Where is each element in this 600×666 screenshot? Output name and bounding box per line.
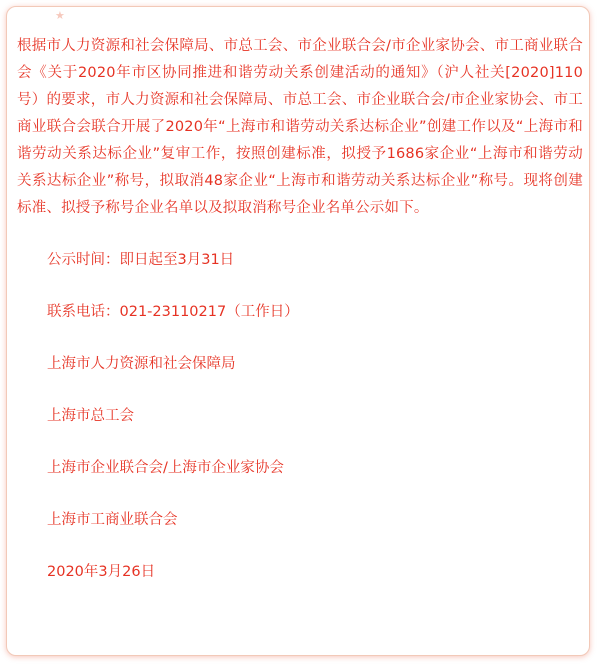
notice-card <box>6 6 590 656</box>
issuer-trade-union: 上海市总工会 <box>47 408 134 424</box>
publicity-period: 公示时间：即日起至3月31日 <box>47 252 235 268</box>
contact-phone: 联系电话：021-23110217（工作日） <box>47 304 299 320</box>
notice-intro-paragraph: 根据市人力资源和社会保障局、市总工会、市企业联合会/市企业家协会、市工商业联合会《关于2020年市区协同推进和谐劳动关系创建活动的通知》（沪人社关[2020]110号）的要求，市人力资源和社会保障局、市总工会、市企业联合会/市企业家协会、市工商业联合会联合开展了2020年“上海市和谐劳动关系达标企业”创建工作以及“上海市和谐劳动关系达标企业”复审工作，按照创建标准，拟授予1686家企业“上海市和谐劳动关系达标企业”称号，拟取消48家企业“上海市和谐劳动关系达标企业”称号。现将创建标准、拟授予称号企业名单以及拟取消称号企业名单公示如下。 <box>17 38 583 216</box>
issuer-hrss-bureau: 上海市人力资源和社会保障局 <box>47 356 236 372</box>
issuer-commerce-federation: 上海市工商业联合会 <box>47 512 178 528</box>
notice-date: 2020年3月26日 <box>47 564 156 580</box>
star-decoration-icon: ★ <box>55 9 65 22</box>
notice-content <box>17 33 583 585</box>
issuer-enterprise-federation: 上海市企业联合会/上海市企业家协会 <box>47 460 284 476</box>
